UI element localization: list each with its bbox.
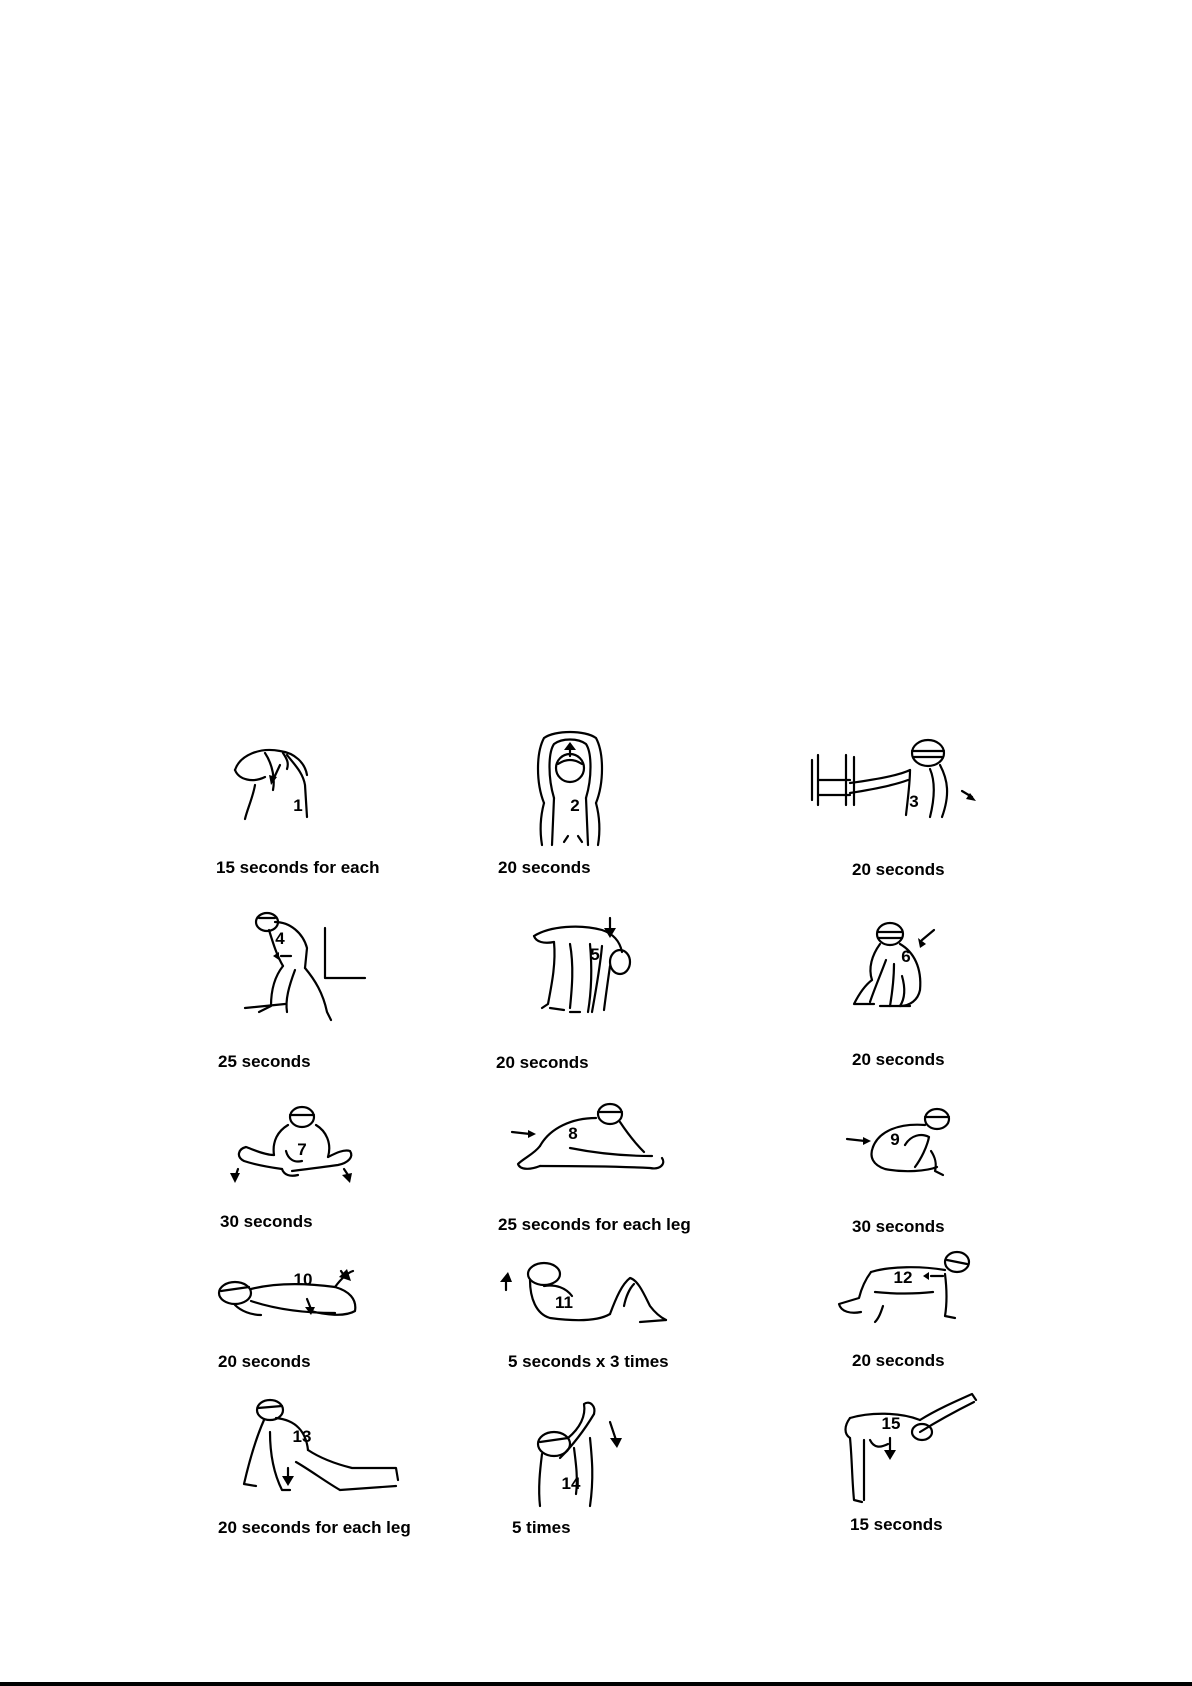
exercise-caption-10: 20 seconds (218, 1352, 311, 1371)
exercise-caption-6: 20 seconds (852, 1050, 945, 1069)
exercise-number-2: 2 (570, 796, 580, 815)
stretch-figure-2 (530, 728, 610, 846)
exercise-caption-12: 20 seconds (852, 1351, 945, 1370)
stretch-figure-1 (225, 735, 335, 820)
exercise-caption-2: 20 seconds (498, 858, 591, 877)
exercise-number-10: 10 (293, 1270, 313, 1289)
exercise-caption-11: 5 seconds x 3 times (508, 1352, 669, 1371)
exercise-number-5: 5 (590, 945, 600, 964)
exercise-caption-13: 20 seconds for each leg (218, 1518, 411, 1537)
stretch-figure-5 (530, 918, 635, 1018)
exercise-number-15: 15 (881, 1414, 901, 1433)
bottom-border (0, 1682, 1192, 1686)
exercise-number-9: 9 (890, 1130, 900, 1149)
stretch-figure-11 (500, 1258, 670, 1328)
exercise-number-12: 12 (893, 1268, 913, 1287)
exercise-caption-3: 20 seconds (852, 860, 945, 879)
stretch-figure-13 (240, 1398, 400, 1498)
exercise-number-8: 8 (568, 1124, 578, 1143)
stretch-figure-8 (510, 1100, 670, 1180)
exercise-number-7: 7 (297, 1140, 307, 1159)
exercise-caption-8: 25 seconds for each leg (498, 1215, 691, 1234)
exercise-caption-1: 15 seconds for each (216, 858, 380, 877)
stretch-figure-4 (245, 908, 370, 1023)
exercise-number-6: 6 (901, 947, 911, 966)
exercise-caption-5: 20 seconds (496, 1053, 589, 1072)
exercise-caption-15: 15 seconds (850, 1515, 943, 1534)
exercise-number-3: 3 (909, 792, 919, 811)
stretch-figure-15 (840, 1388, 980, 1506)
stretch-figure-12 (835, 1250, 975, 1325)
exercise-number-4: 4 (275, 929, 285, 948)
exercise-number-1: 1 (293, 796, 303, 815)
exercise-caption-4: 25 seconds (218, 1052, 311, 1071)
exercise-caption-7: 30 seconds (220, 1212, 313, 1231)
exercise-caption-14: 5 times (512, 1518, 571, 1537)
exercise-number-11: 11 (555, 1293, 573, 1312)
stretch-figure-3 (810, 735, 980, 825)
exercise-number-14: 14 (561, 1474, 581, 1493)
exercise-number-13: 13 (292, 1427, 312, 1446)
exercise-caption-9: 30 seconds (852, 1217, 945, 1236)
